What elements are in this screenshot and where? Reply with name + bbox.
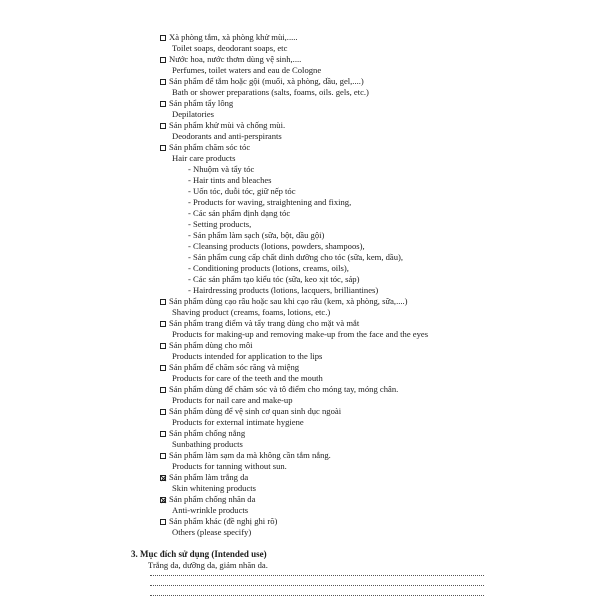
checklist-item-translation: Skin whitening products — [172, 483, 257, 493]
checkbox-icon[interactable] — [160, 145, 166, 151]
hair-care-subitem: - Products for waving, straightening and fixing, — [188, 197, 352, 207]
checklist-item-translation: Others (please specify) — [172, 527, 252, 537]
section-3-heading: 3. Mục đích sử dụng (Intended use) — [131, 549, 267, 559]
checkbox-checked-icon[interactable] — [160, 497, 166, 503]
checklist-item-translation: Bath or shower preparations (salts, foams, oils. gels, etc.) — [172, 87, 369, 97]
checkbox-icon[interactable] — [160, 409, 166, 415]
checklist-item-translation: Hair care products — [172, 153, 236, 163]
checklist-item-shaving: Sản phẩm dùng cạo râu hoặc sau khi cạo râu (kem, xà phòng, sữa,....) — [160, 296, 408, 307]
checklist-item-depilatories: Sản phẩm tẩy lông — [160, 98, 233, 109]
hair-care-subitem: - Setting products, — [188, 219, 252, 229]
checklist-item-lips: Sản phẩm dùng cho môi — [160, 340, 253, 351]
checklist-item-translation: Products for making-up and removing make-up from the face and the eyes — [172, 329, 429, 339]
checkbox-icon[interactable] — [160, 79, 166, 85]
intended-use-answer: Trắng da, dưỡng da, giảm nhăn da. — [148, 560, 268, 570]
answer-dotted-line — [150, 585, 484, 586]
checklist-item-teeth-mouth: Sản phẩm để chăm sóc răng và miệng — [160, 362, 299, 373]
checklist-item-make-up: Sản phẩm trang điểm và tẩy trang dùng cho mặt và mắt — [160, 318, 359, 329]
checklist-item-intimate-hygiene: Sản phẩm dùng để vệ sinh cơ quan sinh dục ngoài — [160, 406, 341, 417]
checkbox-icon[interactable] — [160, 365, 166, 371]
checklist-item-deodorants: Sản phẩm khử mùi và chống mùi. — [160, 120, 285, 131]
checklist-item-anti-wrinkle: Sản phẩm chống nhăn da — [160, 494, 255, 505]
checklist-item-bath-shower: Sản phẩm để tắm hoặc gội (muối, xà phòng, dầu, gel,....) — [160, 76, 364, 87]
checklist-item-translation: Shaving product (creams, foams, lotions, etc.) — [172, 307, 331, 317]
checkbox-icon[interactable] — [160, 123, 166, 129]
checkbox-icon[interactable] — [160, 387, 166, 393]
hair-care-subitem: - Sản phẩm làm sạch (sữa, bột, dầu gội) — [188, 230, 325, 240]
checkbox-icon[interactable] — [160, 299, 166, 305]
hair-care-subitem: - Các sản phẩm định dạng tóc — [188, 208, 291, 218]
hair-care-subitem: - Hair tints and bleaches — [188, 175, 272, 185]
checklist-item-translation: Products intended for application to the lips — [172, 351, 323, 361]
checklist-item-others: Sản phẩm khác (đề nghị ghi rõ) — [160, 516, 277, 527]
checklist-item-hair-care: Sản phẩm chăm sóc tóc — [160, 142, 250, 153]
checklist-item-skin-whitening: Sản phẩm làm trắng da — [160, 472, 248, 483]
checkbox-icon[interactable] — [160, 519, 166, 525]
checklist-item-sunbathing: Sản phẩm chống nắng — [160, 428, 245, 439]
checklist-item-translation: Depilatories — [172, 109, 214, 119]
checklist-item-translation: Products for external intimate hygiene — [172, 417, 304, 427]
hair-care-subitem: - Conditioning products (lotions, creams, oils), — [188, 263, 349, 273]
hair-care-subitem: - Nhuộm và tẩy tóc — [188, 164, 255, 174]
checkbox-icon[interactable] — [160, 453, 166, 459]
hair-care-subitem: - Các sản phẩm tạo kiểu tóc (sữa, keo xịt tóc, sáp) — [188, 274, 360, 284]
checklist-item-nail-care: Sản phẩm dùng để chăm sóc và tô điểm cho móng tay, móng chân. — [160, 384, 398, 395]
hair-care-subitem: - Hairdressing products (lotions, lacquers, brilliantines) — [188, 285, 379, 295]
checklist-item-toilet-soaps: Xà phòng tắm, xà phòng khử mùi,..... — [160, 32, 298, 43]
answer-dotted-line — [150, 575, 484, 576]
answer-dotted-line — [150, 595, 484, 596]
checklist-item-translation: Products for care of the teeth and the mouth — [172, 373, 323, 383]
checkbox-checked-icon[interactable] — [160, 475, 166, 481]
checkbox-icon[interactable] — [160, 101, 166, 107]
checklist-item-translation: Products for tanning without sun. — [172, 461, 287, 471]
checklist-item-translation: Anti-wrinkle products — [172, 505, 249, 515]
hair-care-subitem: - Sản phẩm cung cấp chất dinh dưỡng cho tóc (sữa, kem, dầu), — [188, 252, 404, 262]
hair-care-subitem: - Uốn tóc, duỗi tóc, giữ nếp tóc — [188, 186, 296, 196]
checklist-item-translation: Products for nail care and make-up — [172, 395, 293, 405]
checklist-item-translation: Perfumes, toilet waters and eau de Cologne — [172, 65, 322, 75]
checkbox-icon[interactable] — [160, 57, 166, 63]
checklist-item-translation: Deodorants and anti-perspirants — [172, 131, 282, 141]
checkbox-icon[interactable] — [160, 431, 166, 437]
checkbox-icon[interactable] — [160, 321, 166, 327]
checklist-item-translation: Toilet soaps, deodorant soaps, etc — [172, 43, 288, 53]
checklist-item-translation: Sunbathing products — [172, 439, 243, 449]
hair-care-subitem: - Cleansing products (lotions, powders, shampoos), — [188, 241, 365, 251]
checklist-item-tanning: Sản phẩm làm sạm da mà không cần tắm nắng. — [160, 450, 331, 461]
checkbox-icon[interactable] — [160, 35, 166, 41]
checklist-item-perfumes: Nước hoa, nước thơm dùng vệ sinh,.... — [160, 54, 301, 65]
checkbox-icon[interactable] — [160, 343, 166, 349]
